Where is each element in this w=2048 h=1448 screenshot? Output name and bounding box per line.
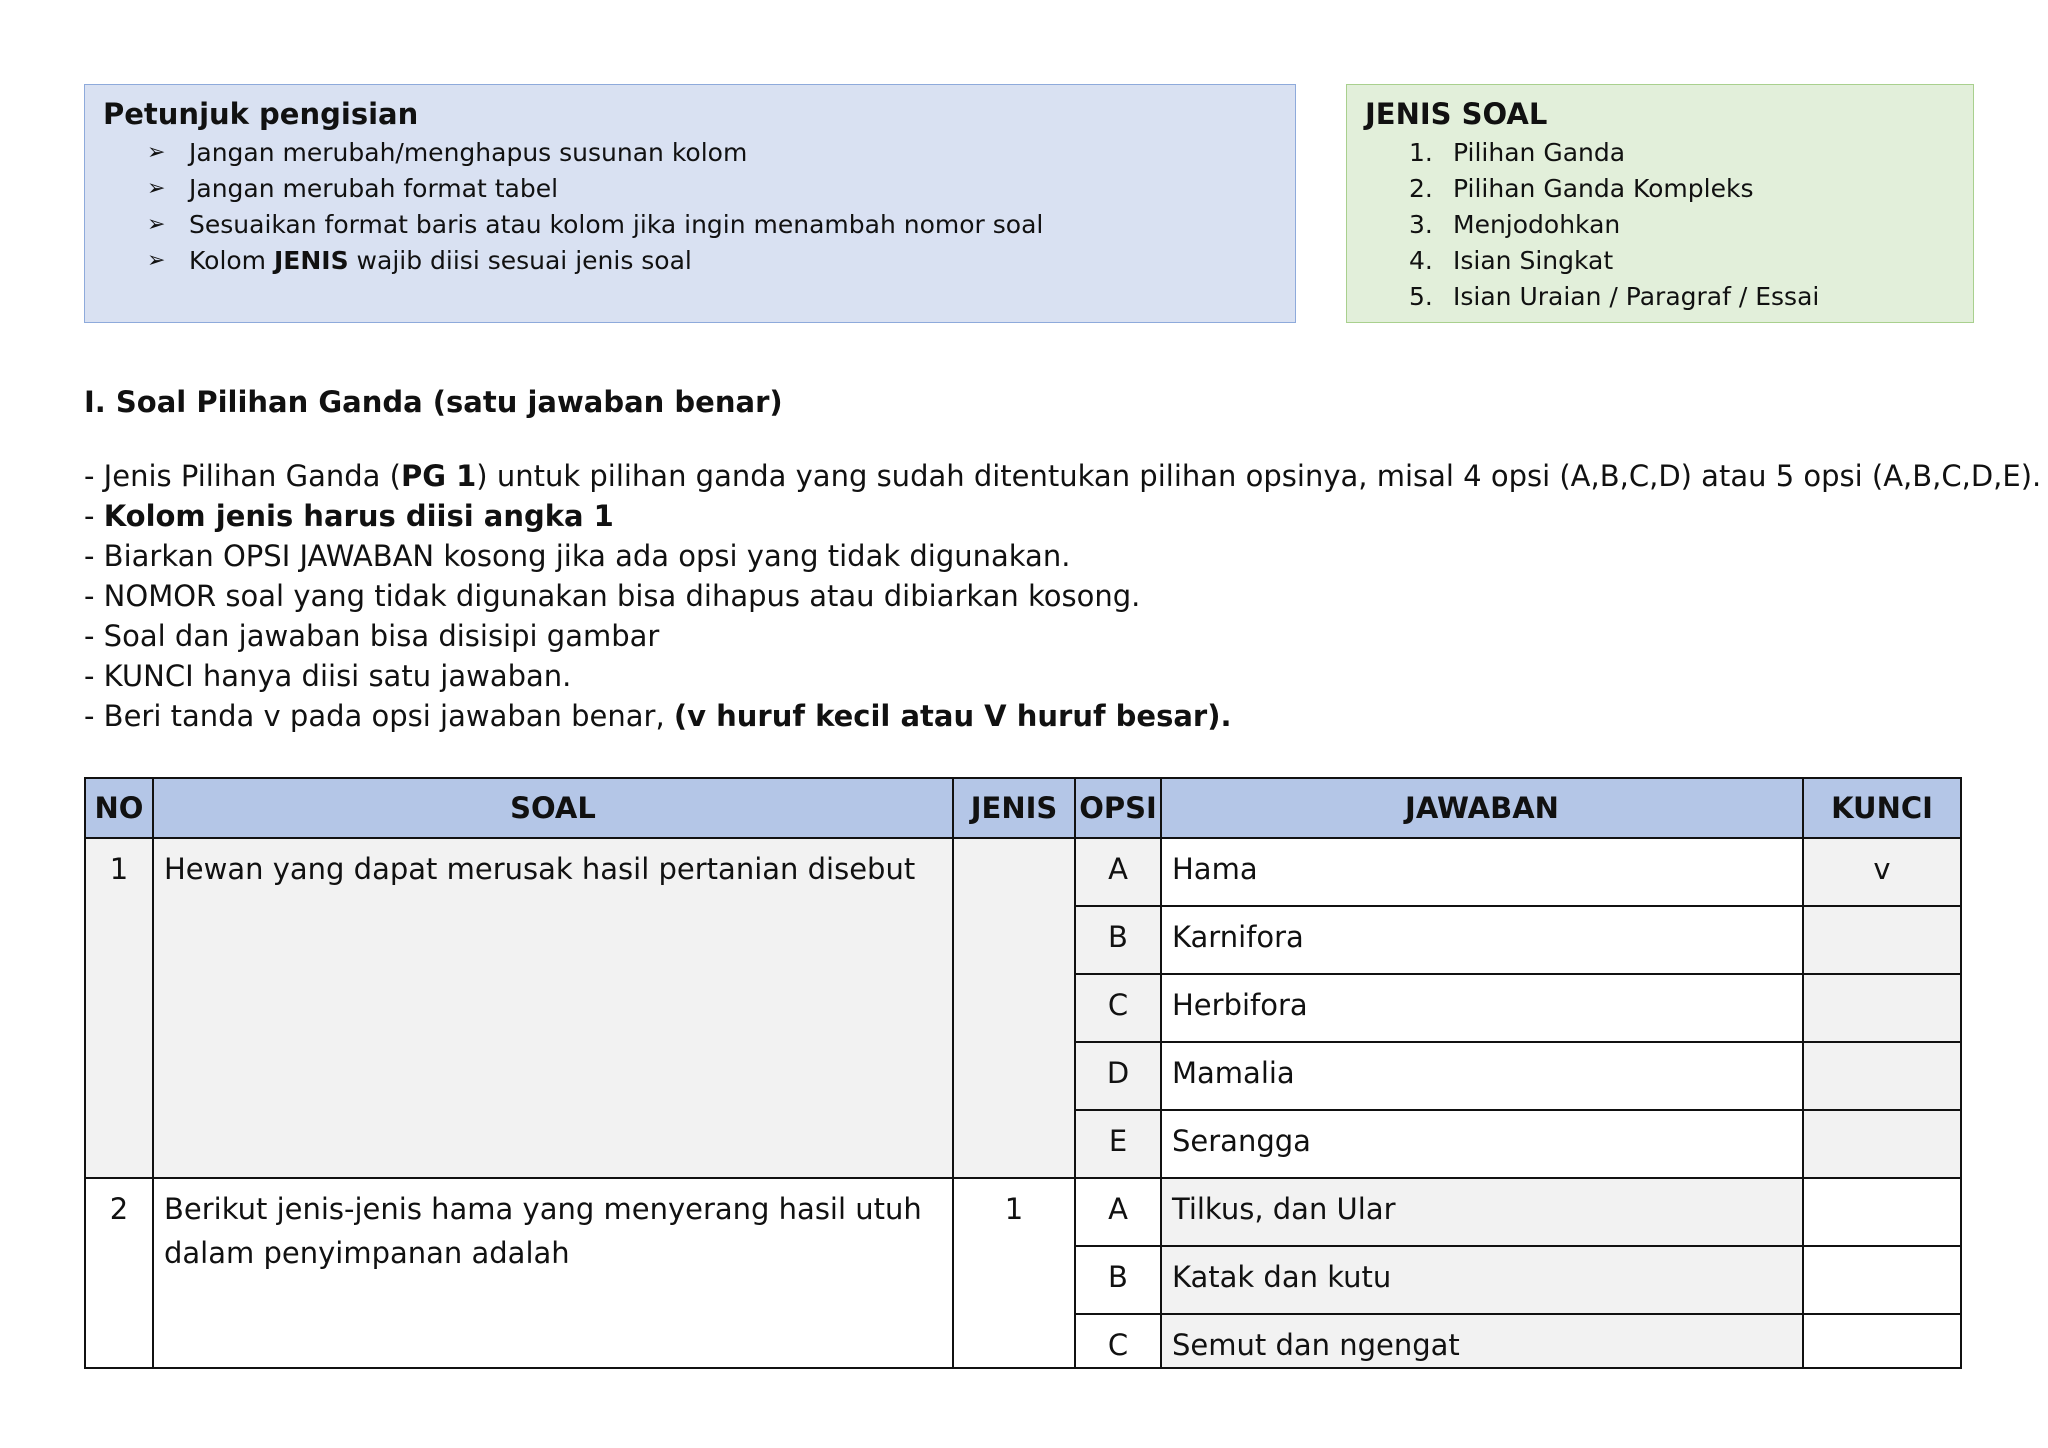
cell-kunci[interactable] (1803, 1110, 1961, 1178)
header-opsi: OPSI (1075, 778, 1161, 838)
header-soal: SOAL (153, 778, 953, 838)
cell-jawaban[interactable]: Katak dan kutu (1161, 1246, 1803, 1314)
jenis-soal-item: 4. Isian Singkat (1409, 246, 1614, 275)
petunjuk-item: ➢ Jangan merubah/menghapus susunan kolom (147, 135, 1277, 171)
header-no: NO (85, 778, 153, 838)
section-title: I. Soal Pilihan Ganda (satu jawaban benar) (84, 385, 783, 419)
arrow-bullet-icon: ➢ (147, 212, 166, 237)
arrow-bullet-icon: ➢ (147, 248, 166, 273)
table-row (85, 1178, 1961, 1246)
petunjuk-box (84, 84, 1296, 323)
cell-kunci[interactable] (1803, 974, 1961, 1042)
cell-kunci[interactable] (1803, 906, 1961, 974)
cell-kunci[interactable] (1803, 1314, 1961, 1368)
arrow-bullet-icon: ➢ (147, 176, 166, 201)
note-line: - Beri tanda v pada opsi jawaban benar, (v huruf kecil atau V huruf besar). (84, 699, 1232, 733)
cell-jenis[interactable] (953, 838, 1075, 1178)
cell-soal[interactable]: Hewan yang dapat merusak hasil pertanian disebut (153, 838, 953, 1178)
note-line: - Kolom jenis harus diisi angka 1 (84, 499, 614, 533)
cell-jawaban[interactable]: Hama (1161, 838, 1803, 906)
cell-jawaban[interactable]: Serangga (1161, 1110, 1803, 1178)
cell-jawaban[interactable]: Herbifora (1161, 974, 1803, 1042)
cell-opsi: C (1075, 1314, 1161, 1368)
note-line: - Jenis Pilihan Ganda (PG 1) untuk pilihan ganda yang sudah ditentukan pilihan opsinya, misal 4 opsi (A,B,C,D) atau 5 opsi (A,B,C,D,E). (84, 459, 2042, 493)
jenis-soal-item: 5. Isian Uraian / Paragraf / Essai (1409, 282, 1820, 311)
cell-kunci[interactable] (1803, 1042, 1961, 1110)
cell-kunci[interactable] (1803, 1178, 1961, 1246)
section-notes (84, 456, 2042, 736)
note-line: - Biarkan OPSI JAWABAN kosong jika ada opsi yang tidak digunakan. (84, 539, 1071, 573)
note-line: - KUNCI hanya diisi satu jawaban. (84, 659, 572, 693)
jenis-soal-list (1365, 135, 1955, 315)
jenis-soal-item: 3. Menjodohkan (1409, 210, 1621, 239)
jenis-soal-item: 2. Pilihan Ganda Kompleks (1409, 174, 1754, 203)
cell-jawaban[interactable]: Semut dan ngengat (1161, 1314, 1803, 1368)
cell-opsi: B (1075, 1246, 1161, 1314)
cell-kunci[interactable] (1803, 1246, 1961, 1314)
petunjuk-list (103, 135, 1277, 279)
petunjuk-item: ➢ Sesuaikan format baris atau kolom jika ingin menambah nomor soal (147, 207, 1277, 243)
cell-opsi: B (1075, 906, 1161, 974)
petunjuk-item: ➢ Kolom JENIS wajib diisi sesuai jenis soal (147, 243, 1277, 279)
header-kunci: KUNCI (1803, 778, 1961, 838)
note-line: - Soal dan jawaban bisa disisipi gambar (84, 619, 660, 653)
header-jenis: JENIS (953, 778, 1075, 838)
jenis-soal-title: JENIS SOAL (1365, 97, 1548, 131)
cell-jawaban[interactable]: Tilkus, dan Ular (1161, 1178, 1803, 1246)
petunjuk-title: Petunjuk pengisian (103, 97, 419, 131)
cell-opsi: A (1075, 838, 1161, 906)
cell-opsi: A (1075, 1178, 1161, 1246)
cell-kunci[interactable]: v (1803, 838, 1961, 906)
cell-opsi: C (1075, 974, 1161, 1042)
cell-jenis[interactable]: 1 (953, 1178, 1075, 1368)
cell-soal[interactable]: Berikut jenis-jenis hama yang menyerang hasil utuh dalam penyimpanan adalah (153, 1178, 953, 1368)
arrow-bullet-icon: ➢ (147, 140, 166, 165)
soal-table (84, 777, 1962, 1369)
table-header-row (85, 778, 1961, 838)
petunjuk-item: ➢ Jangan merubah format tabel (147, 171, 1277, 207)
jenis-soal-item: 1. Pilihan Ganda (1409, 138, 1626, 167)
cell-opsi: E (1075, 1110, 1161, 1178)
note-line: - NOMOR soal yang tidak digunakan bisa dihapus atau dibiarkan kosong. (84, 579, 1141, 613)
cell-no[interactable]: 2 (85, 1178, 153, 1368)
cell-no[interactable]: 1 (85, 838, 153, 1178)
header-jawaban: JAWABAN (1161, 778, 1803, 838)
cell-jawaban[interactable]: Karnifora (1161, 906, 1803, 974)
jenis-soal-box (1346, 84, 1974, 323)
cell-jawaban[interactable]: Mamalia (1161, 1042, 1803, 1110)
cell-opsi: D (1075, 1042, 1161, 1110)
table-row (85, 838, 1961, 906)
